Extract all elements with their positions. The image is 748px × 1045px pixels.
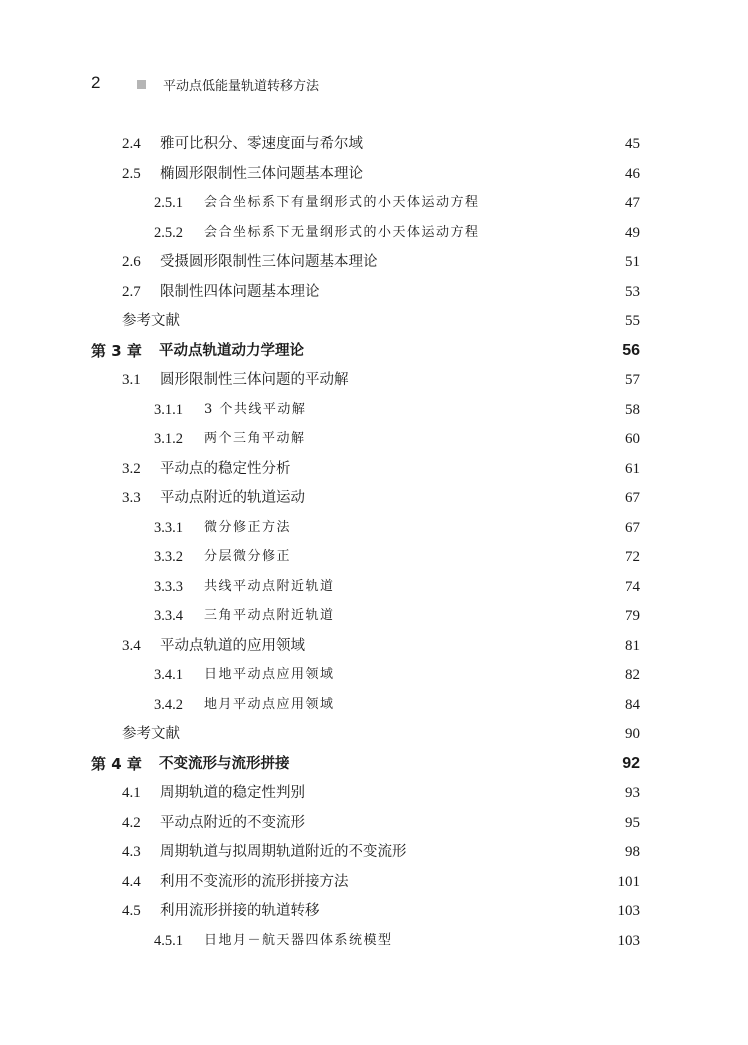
section-number: 3.1.1 <box>154 401 183 418</box>
entry-title: 参考文献 <box>122 726 180 742</box>
toc-entry-section[interactable] <box>0 132 748 156</box>
page-ref: 57 <box>625 372 640 388</box>
toc-entry-refs[interactable] <box>0 722 748 746</box>
page-ref: 98 <box>625 844 640 860</box>
page-ref: 58 <box>625 401 640 418</box>
page-ref: 84 <box>625 696 640 713</box>
page-ref: 67 <box>625 490 640 506</box>
page-ref: 101 <box>617 873 640 890</box>
entry-title: 周期轨道的稳定性判别 <box>160 785 305 801</box>
section-number: 3.1.2 <box>154 431 183 447</box>
toc-entry-section[interactable] <box>0 162 748 186</box>
page-ref: 53 <box>625 283 640 300</box>
page-number: 2 <box>91 73 101 92</box>
section-number: 3.3.2 <box>154 549 183 565</box>
entry-title: 会合坐标系下无量纲形式的小天体运动方程 <box>204 224 480 240</box>
page-ref: 79 <box>625 608 640 624</box>
page-ref: 95 <box>625 814 640 831</box>
entry-title: 参考文献 <box>122 313 180 329</box>
section-number: 2.7 <box>122 283 141 300</box>
section-number: 2.4 <box>122 136 141 152</box>
entry-title: 利用流形拼接的轨道转移 <box>160 903 320 919</box>
entry-title: 椭圆形限制性三体问题基本理论 <box>160 165 363 182</box>
section-number: 2.5.2 <box>154 224 183 241</box>
page-ref: 55 <box>625 313 640 329</box>
section-number: 4.4 <box>122 873 141 890</box>
toc-entry-sub[interactable] <box>0 929 748 953</box>
chapter-number: 第 4 章 <box>91 754 142 773</box>
chapter-title: 平动点轨道动力学理论 <box>159 342 304 359</box>
toc-entry-sub[interactable] <box>0 545 748 569</box>
entry-title: 日地平动点应用领域 <box>204 667 335 682</box>
toc-entry-sub[interactable] <box>0 516 748 540</box>
toc-entry-section[interactable] <box>0 870 748 894</box>
running-header <box>0 0 748 100</box>
section-number: 3.1 <box>122 372 141 388</box>
toc-entry-sub[interactable] <box>0 575 748 599</box>
entry-title: 周期轨道与拟周期轨道附近的不变流形 <box>160 844 407 860</box>
entry-title: 日地月－航天器四体系统模型 <box>204 932 393 948</box>
section-number: 4.2 <box>122 814 141 831</box>
toc-entry-sub[interactable] <box>0 663 748 687</box>
page-ref: 51 <box>625 254 640 270</box>
page-ref: 61 <box>625 460 640 477</box>
entry-title: 平动点附近的轨道运动 <box>160 490 305 506</box>
page-ref: 81 <box>625 637 640 654</box>
page-ref: 82 <box>625 667 640 683</box>
toc-entry-section[interactable] <box>0 840 748 864</box>
page-ref: 103 <box>617 932 640 949</box>
toc-entry-chapter[interactable] <box>0 339 748 363</box>
page-ref: 56 <box>622 341 640 359</box>
chapter-title: 不变流形与流形拼接 <box>159 755 290 772</box>
toc-entry-sub[interactable] <box>0 398 748 422</box>
running-head-title: 平动点低能量轨道转移方法 <box>163 79 320 94</box>
section-number: 3.4 <box>122 637 141 654</box>
entry-title: 共线平动点附近轨道 <box>204 578 335 594</box>
entry-title: 平动点附近的不变流形 <box>160 814 305 831</box>
toc-entry-sub[interactable] <box>0 221 748 245</box>
toc-entry-section[interactable] <box>0 280 748 304</box>
entry-title: 三角平动点附近轨道 <box>204 608 335 623</box>
section-number: 4.5.1 <box>154 932 183 949</box>
section-number: 3.2 <box>122 460 141 477</box>
toc-entry-section[interactable] <box>0 486 748 510</box>
entry-title: 雅可比积分、零速度面与希尔域 <box>160 136 363 152</box>
toc-entry-section[interactable] <box>0 634 748 658</box>
section-number: 2.6 <box>122 254 141 270</box>
entry-title: 地月平动点应用领域 <box>204 696 335 712</box>
page-ref: 74 <box>625 578 640 595</box>
header-square-marker <box>137 80 146 89</box>
entry-title: 3 个共线平动解 <box>204 401 307 417</box>
toc-entry-section[interactable] <box>0 781 748 805</box>
page-ref: 103 <box>617 903 640 919</box>
section-number: 3.3 <box>122 490 141 506</box>
section-number: 3.4.1 <box>154 667 183 683</box>
entry-title: 圆形限制性三体问题的平动解 <box>160 372 349 388</box>
page-ref: 60 <box>625 431 640 447</box>
entry-title: 受摄圆形限制性三体问题基本理论 <box>160 254 378 270</box>
page-ref: 46 <box>625 165 640 182</box>
toc-entry-refs[interactable] <box>0 309 748 333</box>
toc-entry-section[interactable] <box>0 250 748 274</box>
toc-entry-section[interactable] <box>0 899 748 923</box>
section-number: 4.5 <box>122 903 141 919</box>
page-ref: 47 <box>625 195 640 211</box>
toc-entry-section[interactable] <box>0 368 748 392</box>
chapter-number: 第 3 章 <box>91 341 142 360</box>
toc-entry-section[interactable] <box>0 811 748 835</box>
section-number: 4.1 <box>122 785 141 801</box>
entry-title: 微分修正方法 <box>204 519 292 535</box>
toc-entry-sub[interactable] <box>0 693 748 717</box>
page-ref: 72 <box>625 549 640 565</box>
page-ref: 92 <box>622 754 640 772</box>
toc-entry-chapter[interactable] <box>0 752 748 776</box>
entry-title: 平动点的稳定性分析 <box>160 460 291 477</box>
section-number: 3.4.2 <box>154 696 183 713</box>
toc-entry-section[interactable] <box>0 457 748 481</box>
entry-title: 会合坐标系下有量纲形式的小天体运动方程 <box>204 195 480 210</box>
entry-title: 分层微分修正 <box>204 549 292 564</box>
entry-title: 两个三角平动解 <box>204 431 306 446</box>
section-number: 3.3.3 <box>154 578 183 595</box>
page-ref: 93 <box>625 785 640 801</box>
section-number: 2.5.1 <box>154 195 183 211</box>
section-number: 3.3.1 <box>154 519 183 536</box>
section-number: 2.5 <box>122 165 141 182</box>
page-ref: 67 <box>625 519 640 536</box>
toc-entry-sub[interactable] <box>0 604 748 628</box>
entry-title: 限制性四体问题基本理论 <box>160 283 320 300</box>
page-ref: 49 <box>625 224 640 241</box>
page-ref: 90 <box>625 726 640 742</box>
entry-title: 平动点轨道的应用领域 <box>160 637 305 654</box>
section-number: 3.3.4 <box>154 608 183 624</box>
toc-entry-sub[interactable] <box>0 191 748 215</box>
section-number: 4.3 <box>122 844 141 860</box>
page-ref: 45 <box>625 136 640 152</box>
toc-entry-sub[interactable] <box>0 427 748 451</box>
entry-title: 利用不变流形的流形拼接方法 <box>160 873 349 890</box>
